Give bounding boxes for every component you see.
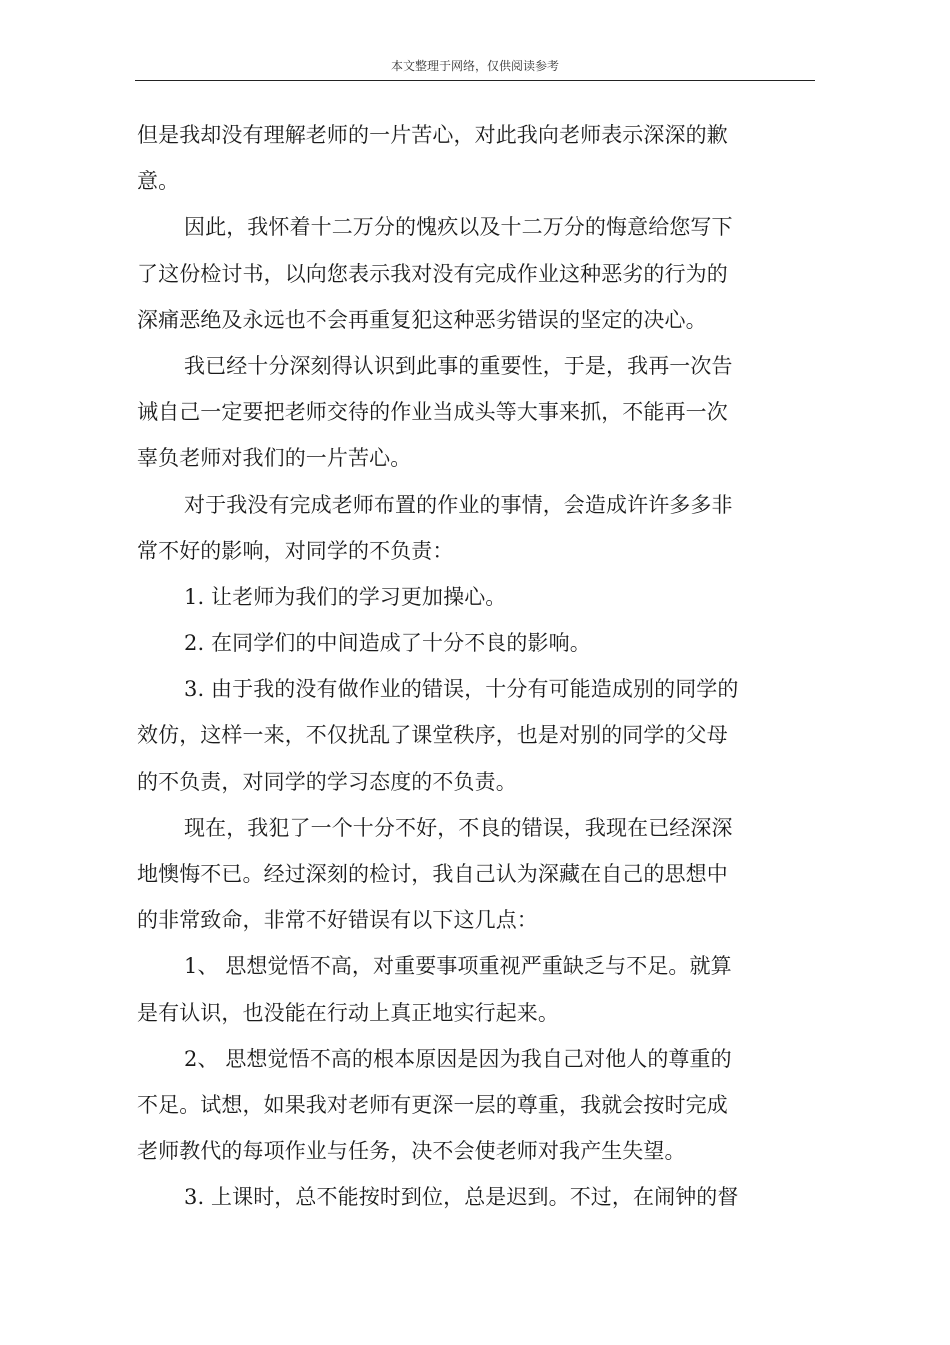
text-line: 的不负责，对同学的学习态度的不负责。 xyxy=(137,769,517,794)
text-line: 意。 xyxy=(137,169,180,194)
text-line: 老师教代的每项作业与任务，决不会使老师对我产生失望。 xyxy=(137,1139,686,1164)
list-item: 1、 思想觉悟不高，对重要事项重视严重缺乏与不足。就算 xyxy=(184,954,732,979)
text-line: 我已经十分深刻得认识到此事的重要性，于是，我再一次告 xyxy=(184,353,733,378)
text-line: 辜负老师对我们的一片苦心。 xyxy=(137,446,412,471)
text-line: 常不好的影响，对同学的不负责： xyxy=(137,538,454,563)
document-body xyxy=(137,112,762,1221)
text-line: 因此，我怀着十二万分的愧疚以及十二万分的悔意给您写下 xyxy=(184,215,733,240)
list-item: 3. 由于我的没有做作业的错误，十分有可能造成别的同学的 xyxy=(184,677,739,702)
text-line: 诫自己一定要把老师交待的作业当成头等大事来抓，不能再一次 xyxy=(137,400,728,425)
list-item: 3. 上课时，总不能按时到位，总是迟到。不过，在闹钟的督 xyxy=(184,1185,739,1210)
list-item: 2. 在同学们的中间造成了十分不良的影响。 xyxy=(184,631,591,656)
list-item: 1. 让老师为我们的学习更加操心。 xyxy=(184,584,507,609)
text-line: 现在，我犯了一个十分不好，不良的错误，我现在已经深深 xyxy=(184,815,733,840)
text-line: 不足。试想，如果我对老师有更深一层的尊重，我就会按时完成 xyxy=(137,1092,728,1117)
text-line: 的非常致命，非常不好错误有以下这几点： xyxy=(137,908,538,933)
text-line: 了这份检讨书，以向您表示我对没有完成作业这种恶劣的行为的 xyxy=(137,261,728,286)
list-item: 2、 思想觉悟不高的根本原因是因为我自己对他人的尊重的 xyxy=(184,1046,732,1071)
text-line: 地懊悔不已。经过深刻的检讨，我自己认为深藏在自己的思想中 xyxy=(137,862,728,886)
text-line: 深痛恶绝及永远也不会再重复犯这种恶劣错误的坚定的决心。 xyxy=(137,307,707,332)
text-line: 对于我没有完成老师布置的作业的事情，会造成许许多多非 xyxy=(184,492,733,517)
text-line: 但是我却没有理解老师的一片苦心，对此我向老师表示深深的歉 xyxy=(137,123,728,147)
text-line: 是有认识，也没能在行动上真正地实行起来。 xyxy=(137,1000,559,1025)
header-divider xyxy=(135,80,815,81)
page-header: 本文整理于网络，仅供阅读参考 xyxy=(390,59,559,73)
text-line: 效仿，这样一来，不仅扰乱了课堂秩序，也是对别的同学的父母 xyxy=(137,723,728,748)
